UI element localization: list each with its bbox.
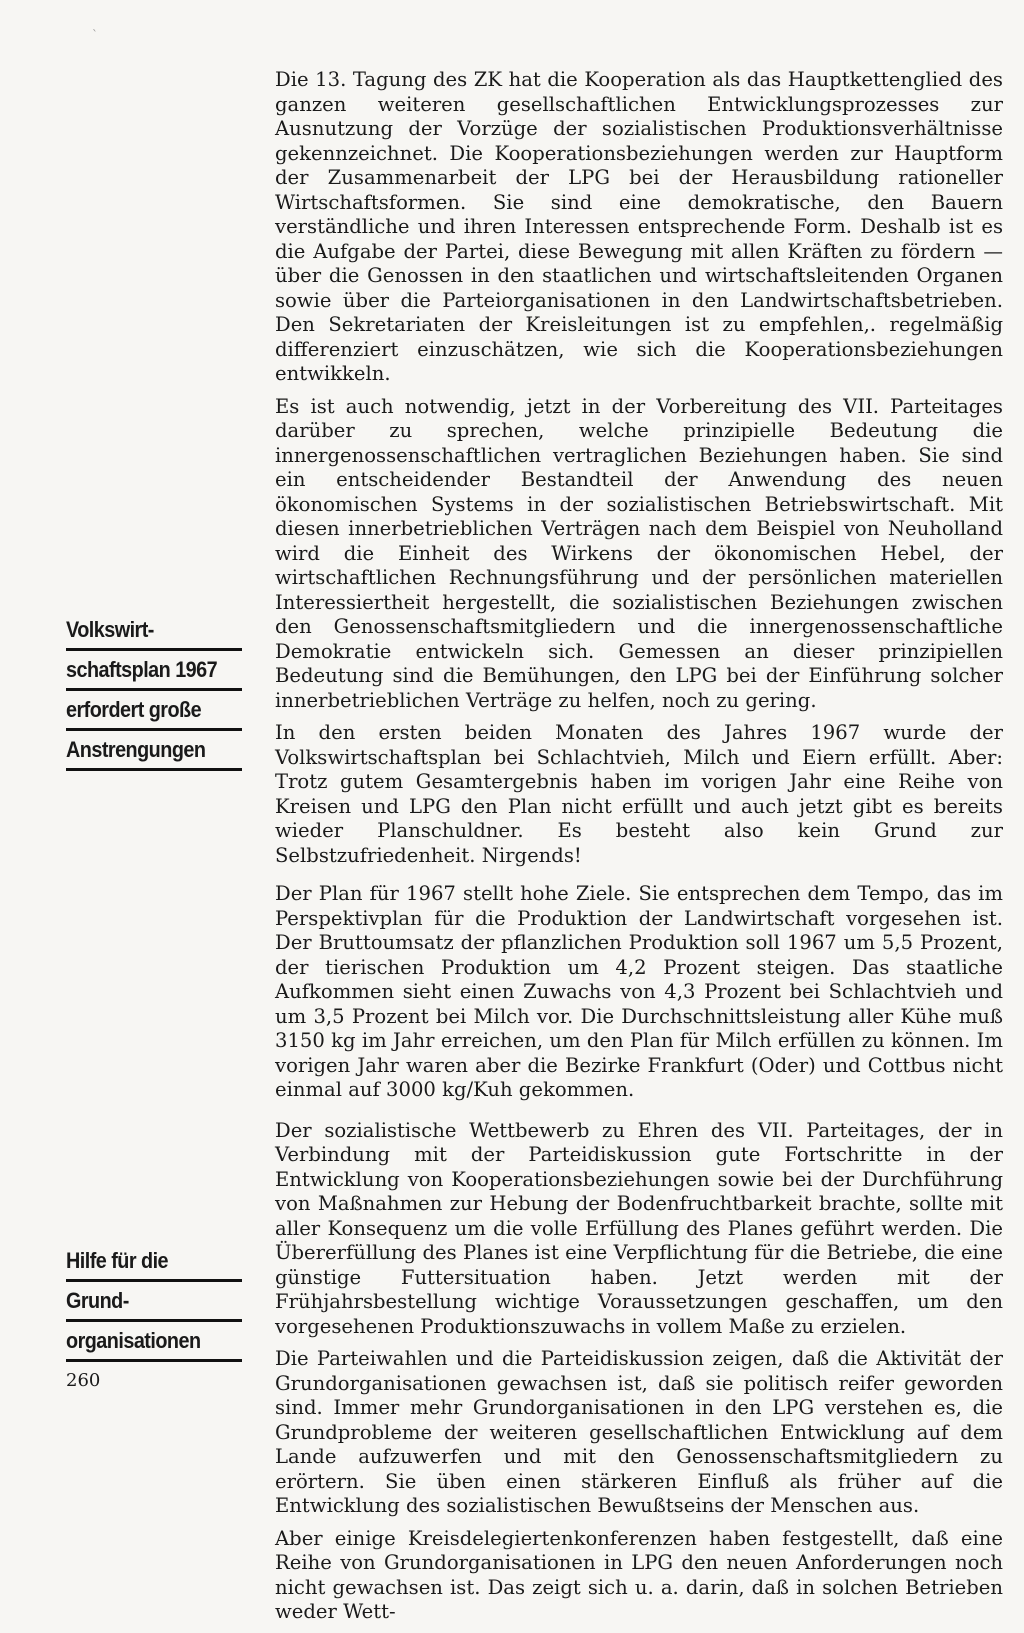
paragraph: Aber einige Kreisdelegiertenkonferenzen haben festgestellt, daß eine Reihe von Grundorganisationen in LPG den neuen Anforderungen noch nicht gewachsen ist. Das zeigt sich u. a. darin, daß in solchen Betrieben weder Wett-: [275, 1526, 1003, 1623]
paragraph: Die Parteiwahlen und die Parteidiskussion zeigen, daß die Aktivität der Grundorganisationen gewachsen ist, daß sie politisch reifer geworden sind. Immer mehr Grundorganisationen in den LPG verstehen es, die Grundprobleme der weiteren gesellschaftlichen Entwicklung auf dem Lande aufzuwerfen und mit den Genossenschaftsmitgliedern zu erörtern. Sie üben einen stärkeren Einfluß als früher auf die Entwicklung des sozialistischen Bewußtseins der Menschen aus.: [275, 1347, 1003, 1517]
sidenote-line: Volkswirt-: [66, 612, 242, 651]
page-number: 260: [66, 1370, 101, 1391]
sidenote-line: Hilfe für die: [66, 1243, 242, 1282]
sidenote-line: Grund-: [66, 1283, 242, 1322]
paragraph: In den ersten beiden Monaten des Jahres 1967 wurde der Volkswirtschaftsplan bei Schlachtvieh, Milch und Eiern erfüllt. Aber: Trotz gutem Gesamtergebnis haben im vorigen Jahr eine Reihe von Kreisen und LPG den Plan nicht erfüllt und auch jetzt gibt es bereits wieder Planschuldner. Es besteht also kein Grund zur Selbstzufriedenheit. Nirgends!: [275, 721, 1003, 867]
paragraph: Die 13. Tagung des ZK hat die Kooperation als das Hauptkettenglied des ganzen weiteren gesellschaftlichen Entwicklungsprozesses zur Ausnutzung der Vorzüge der sozialistischen Produktionsverhältnisse gekennzeichnet. Die Kooperationsbeziehungen werden zur Hauptform der Zusammenarbeit der LPG bei der Herausbildung rationeller Wirtschaftsformen. Sie sind eine demokratische, den Bauern verständliche und ihren Interessen entsprechende Form. Deshalb ist es die Aufgabe der Partei, diese Bewegung mit allen Kräften zu fördern — über die Genossen in den staatlichen und wirtschaftsleitenden Organen sowie über die Parteiorganisationen in den Landwirtschaftsbetrieben. Den Sekretariaten der Kreisleitungen ist zu empfehlen,. regelmäßig differenziert einzuschätzen, wie sich die Kooperationsbeziehungen entwikkeln.: [275, 68, 1003, 385]
sidenote-line: schaftsplan 1967: [66, 652, 242, 691]
sidenote-line: erfordert große: [66, 692, 242, 731]
paragraph: Der Plan für 1967 stellt hohe Ziele. Sie entsprechen dem Tempo, das im Perspektivplan für die Produktion der Landwirtschaft vorgesehen ist. Der Bruttoumsatz der pflanzlichen Produktion soll 1967 um 5,5 Prozent, der tierischen Produktion um 4,2 Prozent steigen. Das staatliche Aufkommen sieht einen Zuwachs von 4,3 Prozent bei Schlachtvieh und um 3,5 Prozent bei Milch vor. Die Durchschnittsleistung aller Kühe muß 3150 kg im Jahr erreichen, um den Plan für Milch erfüllen zu können. Im vorigen Jahr waren aber die Bezirke Frankfurt (Oder) und Cottbus nicht einmal auf 3000 kg/Kuh gekommen.: [275, 882, 1003, 1101]
sidenote-grundorganisationen: [66, 1243, 223, 1363]
sidenote-line: Anstrengungen: [66, 732, 242, 771]
sidenote-line: organisationen: [66, 1323, 242, 1362]
scan-mark: `: [92, 28, 98, 42]
paragraph: Es ist auch notwendig, jetzt in der Vorbereitung des VII. Parteitages darüber zu sprechen, welche prinzipielle Bedeutung die innergenossenschaftlichen vertraglichen Beziehungen haben. Sie sind ein entscheidender Bestandteil der Anwendung des neuen ökonomischen Systems in der sozialistischen Betriebswirtschaft. Mit diesen innerbetrieblichen Verträgen nach dem Beispiel von Neuholland wird die Einheit des Wirkens der ökonomischen Hebel, der wirtschaftlichen Rechnungsführung und der persönlichen materiellen Interessiertheit hergestellt, die sozialistischen Beziehungen zwischen den Genossenschaftsmitgliedern und die innergenossenschaftliche Demokratie entwickeln sich. Gemessen an dieser prinzipiellen Bedeutung sind die Bemühungen, den LPG bei der Einführung solcher innerbetrieblichen Verträge zu helfen, noch zu gering.: [275, 394, 1003, 712]
main-text-column: [275, 68, 1003, 1633]
sidenote-volkswirtschaftsplan: [66, 612, 223, 772]
paragraph: Der sozialistische Wettbewerb zu Ehren des VII. Parteitages, der in Verbindung mit der Parteidiskussion gute Fortschritte in der Entwicklung von Kooperationsbeziehungen sowie bei der Durchführung von Maßnahmen zur Hebung der Bodenfruchtbarkeit brachte, sollte mit aller Konsequenz um die volle Erfüllung des Planes geführt werden. Die Übererfüllung des Planes ist eine Verpflichtung für die Betriebe, die eine günstige Futtersituation haben. Jetzt werden mit der Frühjahrsbestellung wichtige Voraussetzungen geschaffen, um den vorgesehenen Produktionszuwachs in vollem Maße zu erzielen.: [275, 1118, 1003, 1338]
